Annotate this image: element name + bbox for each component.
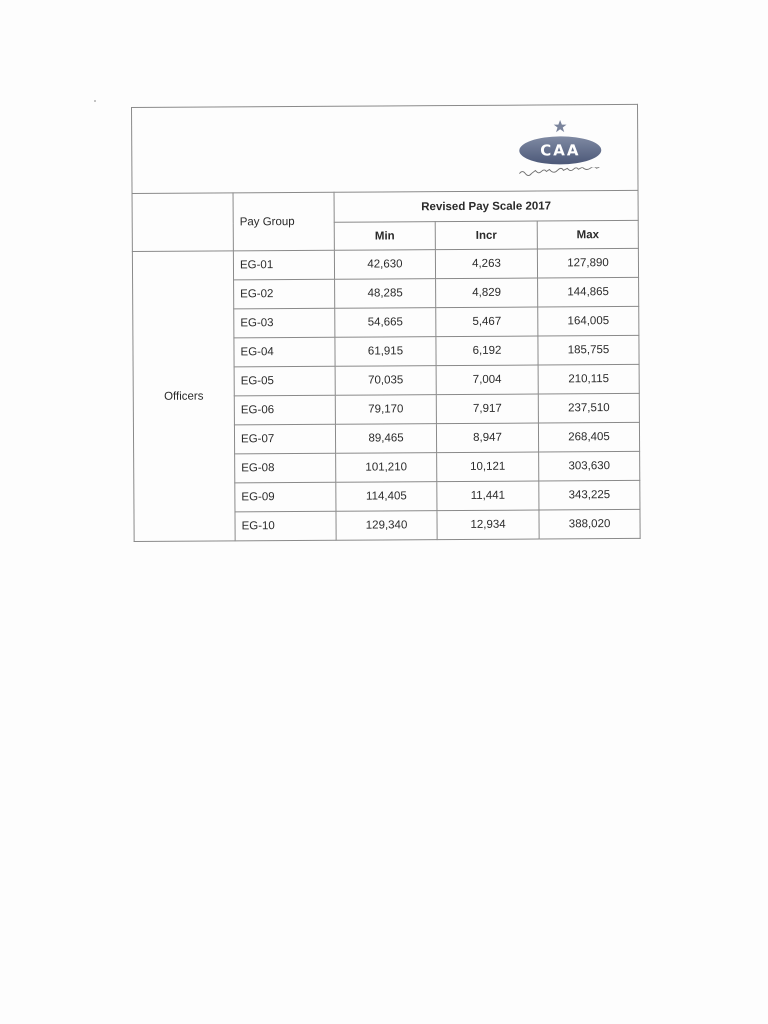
incr-cell: 11,441 [437,481,539,511]
max-cell: 144,865 [538,277,639,307]
pay-group-cell: EG-10 [235,511,336,541]
pay-group-cell: EG-02 [234,279,335,309]
pay-group-cell: EG-04 [234,337,335,367]
incr-cell: 4,263 [435,249,537,279]
pay-group-cell: EG-09 [235,482,336,512]
min-cell: 89,465 [335,424,436,454]
incr-cell: 8,947 [436,423,538,453]
max-cell: 343,225 [539,480,640,510]
incr-cell: 7,004 [436,365,538,395]
blank-header-cell [132,193,233,252]
table-row [132,248,638,280]
max-cell: 237,510 [538,393,639,423]
min-cell: 114,405 [336,482,437,512]
min-cell: 42,630 [334,250,435,280]
max-cell: 164,005 [538,306,639,336]
scan-speck [94,100,96,102]
min-cell: 129,340 [336,511,437,541]
pay-group-label: Pay Group [233,192,334,251]
max-cell: 268,405 [538,422,639,452]
min-cell: 79,170 [335,395,436,425]
incr-cell: 7,917 [436,394,538,424]
column-incr-header: Incr [435,221,537,250]
min-cell: 54,665 [335,308,436,338]
caa-logo [517,119,607,180]
incr-cell: 4,829 [436,278,538,308]
pay-group-cell: EG-03 [234,308,335,338]
pay-scale-table [131,104,641,542]
caa-logo-text: CAA [519,136,601,165]
incr-cell: 10,121 [437,452,539,482]
column-min-header: Min [334,222,435,251]
pay-group-cell: EG-08 [235,453,336,483]
column-max-header: Max [537,220,638,249]
star-icon [553,119,567,133]
max-cell: 127,890 [537,248,638,278]
min-cell: 61,915 [335,337,436,367]
incr-cell: 6,192 [436,336,538,366]
urdu-subtitle-graphic [517,167,605,178]
pay-group-cell: EG-07 [234,424,335,454]
min-cell: 48,285 [335,279,436,309]
max-cell: 210,115 [538,364,639,394]
logo-header-cell [132,104,639,193]
min-cell: 101,210 [336,453,437,483]
pay-group-cell: EG-05 [234,366,335,396]
officers-category-label: Officers [132,251,235,542]
pay-group-cell: EG-01 [233,250,334,280]
pay-scale-document [131,104,640,548]
max-cell: 388,020 [539,509,640,539]
min-cell: 70,035 [335,366,436,396]
incr-cell: 5,467 [436,307,538,337]
revised-pay-scale-label: Revised Pay Scale 2017 [334,190,638,222]
max-cell: 185,755 [538,335,639,365]
incr-cell: 12,934 [437,510,539,540]
max-cell: 303,630 [539,451,640,481]
pay-group-cell: EG-06 [234,395,335,425]
